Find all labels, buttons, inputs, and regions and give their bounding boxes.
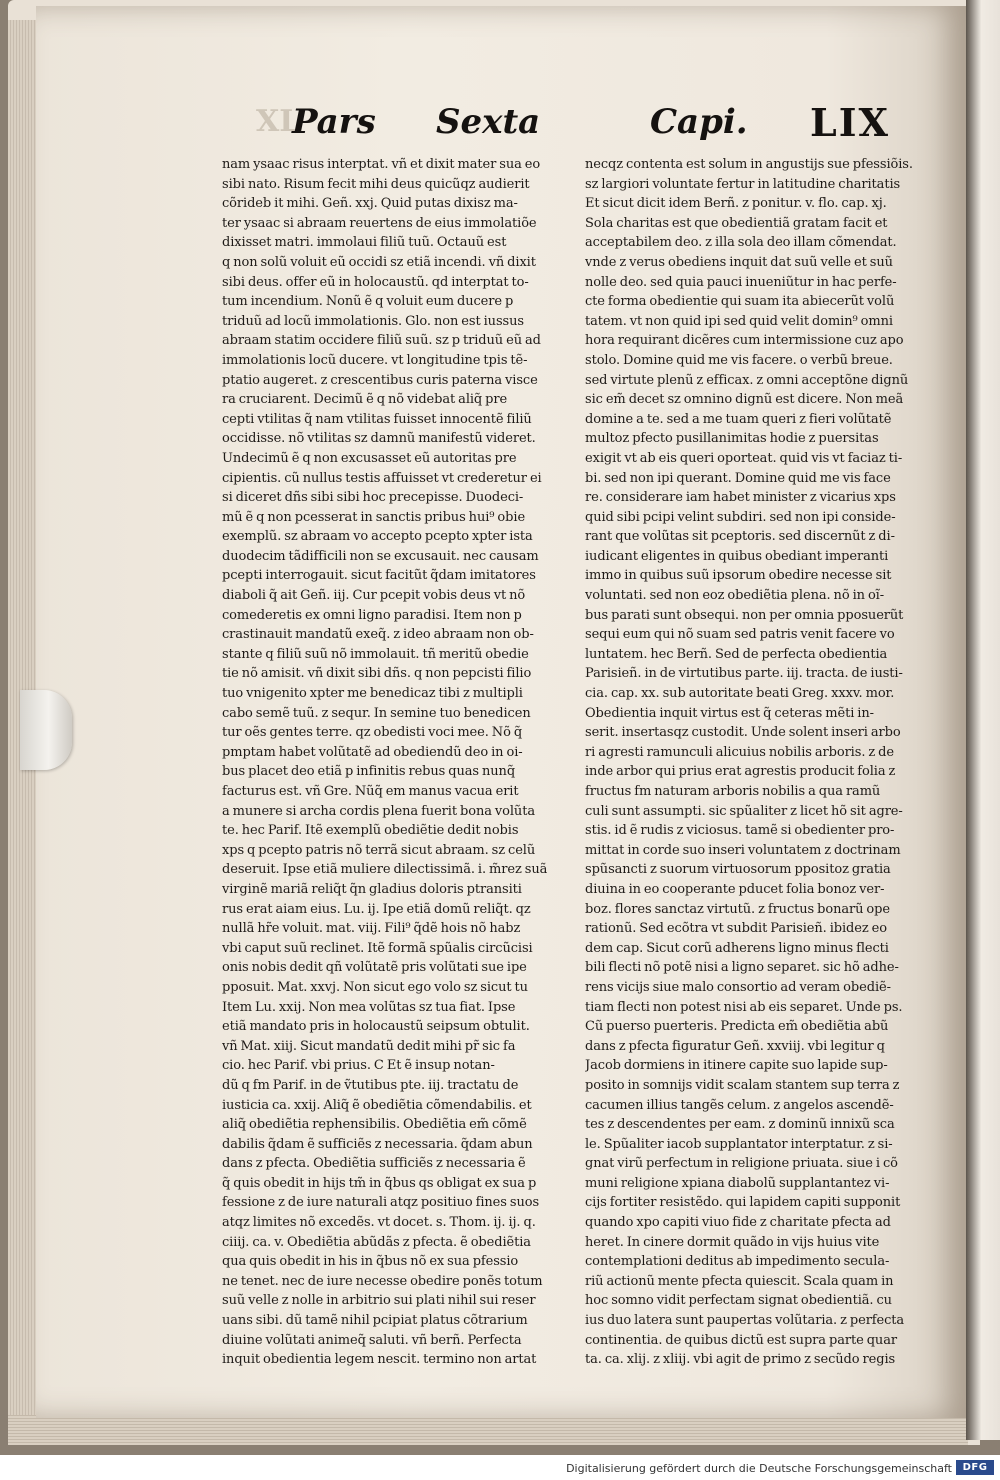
text-line: cabo semẽ tuũ. z sequr. In semine tuo benedicen	[222, 705, 531, 721]
text-line: heret. In cinere dormit quãdo in vijs huius vite	[585, 1234, 880, 1250]
text-line: triduũ ad locũ immolationis. Glo. non est iussus	[222, 313, 524, 329]
text-line: crastinauit mandatũ exeq̃. z ideo abraam non ob-	[222, 627, 534, 643]
text-line: vnde z verus obediens inquit dat suũ velle et suũ	[585, 254, 893, 270]
text-line: gnat virũ perfectum in religione priuata. siue i cõ	[585, 1156, 898, 1172]
text-line: ri agresti ramunculi alicuius nobilis arboris. z de	[585, 744, 894, 760]
text-line: pposuit. Mat. xxvj. Non sicut ego volo sz sicut tu	[222, 979, 528, 995]
text-line: dans z pfecta figuratur Geñ. xxviij. vbi legitur q	[585, 1038, 885, 1054]
text-line: nam ysaac risus interptat. vñ et dixit mater sua eo	[222, 157, 541, 172]
text-line: acceptabilem deo. z illa sola deo illam cõmendat.	[585, 235, 897, 251]
text-line: tes z descendentes per eam. z dominũ innixũ sca	[585, 1117, 895, 1133]
text-line: dabilis q̃dam ẽ sufficiẽs z necessaria. q̃dam abun	[222, 1136, 533, 1152]
text-line: tuo vnigenito xpter me benedicaz tibi z multipli	[222, 686, 523, 702]
text-line: iudicant eligentes in quibus obediant imperanti	[585, 548, 889, 564]
facing-page-fragment	[980, 140, 1000, 1140]
text-line: q̃ quis obedit in hijs tm̃ in q̃bus qs obligat ex sua p	[222, 1175, 537, 1191]
text-column-left	[222, 155, 570, 1370]
text-line: a munere si archa cordis plena fuerit bona volũta	[222, 803, 535, 819]
text-line: cio. hec Parif. vbi prius. C Et ẽ insup notan-	[222, 1058, 495, 1074]
text-line: atqz limites nõ excedẽs. vt docet. s. Thom. ij. ij. q.	[222, 1215, 536, 1231]
text-line: sz largiori voluntate fertur in latitudine charitatis	[585, 176, 901, 192]
text-line: facturus est. vñ Gre. Nũq̃ em manus vacua erit	[222, 784, 519, 799]
text-line: fructus fm naturam arboris nobilis a qua ramũ	[585, 784, 881, 799]
text-line: exemplũ. sz abraam vo accepto pcepto xpter ista	[222, 529, 533, 545]
text-line: inquit obedientia legem nescit. termino non artat	[222, 1352, 537, 1368]
text-line: Jacob dormiens in itinere capite suo lapide sup-	[585, 1058, 888, 1074]
text-line: vñ Mat. xiij. Sicut mandatũ dedit mihi pr̃ sic fa	[222, 1038, 516, 1054]
text-line: te. hec Parif. Itẽ exemplũ obediẽtie dedit nobis	[222, 823, 519, 839]
text-line: bus placet deo etiã p infinitis rebus quas nunq̃	[222, 764, 516, 780]
text-line: ptatio augeret. z crescentibus curis paterna visce	[222, 372, 538, 388]
text-line: Et sicut dicit idem Berñ. z ponitur. v. flo. cap. xj.	[585, 196, 887, 212]
text-line: bili flecti nõ potẽ nisi a ligno separet. sic hõ adhe-	[585, 960, 899, 976]
text-line: bus parati sunt obsequi. non per omnia pposuerũt	[585, 607, 904, 623]
text-line: ciiij. ca. v. Obediẽtia abũdãs z pfecta. ẽ obediẽtia	[222, 1234, 531, 1250]
text-line: immolationis locũ ducere. vt longitudine tpis tẽ-	[222, 352, 528, 368]
text-line: ter ysaac si abraam reuertens de eius immolatiõe	[222, 215, 537, 231]
text-line: domine a te. sed a me tuam queri z fieri volũtatẽ	[585, 411, 892, 427]
text-line: uans sibi. dũ tamẽ nihil pcipiat platus cõtrarium	[222, 1313, 528, 1329]
text-line: dũ q fm Parif. in de ṽtutibus pte. iij. tractatu de	[222, 1077, 519, 1093]
text-line: dem cap. Sicut corũ adherens ligno minus flecti	[585, 940, 889, 956]
text-line: vbi caput suũ reclinet. Itẽ formã spũalis circũcisi	[222, 940, 533, 956]
text-line: tatem. vt non quid ipi sed quid velit domin⁹ omni	[585, 313, 893, 329]
text-line: virginẽ mariã reliq̃t q̃n gladius doloris ptransiti	[222, 881, 522, 897]
header-pars: Pars	[292, 102, 376, 142]
text-line: diaboli q̃ ait Geñ. iij. Cur pcepit vobis deus vt nõ	[222, 588, 526, 604]
header-capi: Capi.	[650, 102, 748, 142]
text-line: pcepti interrogauit. sicut facitũt q̃dam imitatores	[222, 568, 536, 584]
text-line: le. Spũaliter iacob supplantator interptatur. z si-	[585, 1136, 893, 1152]
text-line: sic em̃ decet sz omnino dignũ est dicere. Non meã	[585, 392, 904, 408]
text-line: Parisieñ. in de virtutibus parte. iij. tracta. de iusti-	[585, 666, 903, 682]
text-line: dans z pfecta. Obediẽtia sufficiẽs z necessaria ẽ	[222, 1156, 526, 1172]
text-line: posito in somnijs vidit scalam stantem sup terra z	[585, 1077, 900, 1093]
text-line: ra cruciarent. Decimũ ẽ q nõ videbat aliq̃ pre	[222, 392, 508, 408]
text-line: mũ ẽ q non pcesserat in sanctis pribus hui⁹ obie	[222, 509, 526, 525]
text-line: sed virtute plenũ z efficax. z omni acceptõne dignũ	[585, 372, 909, 388]
bleed-through-text: XL	[256, 104, 301, 139]
funding-credit: Digitalisierung gefördert durch die Deutsche Forschungsgemeinschaft	[566, 1462, 952, 1475]
text-line: deseruit. Ipse etiã muliere dilectissimã. i. m̃rez suã	[222, 862, 548, 878]
text-line: comederetis ex omni ligno paradisi. Item non p	[222, 607, 522, 623]
page-clip	[20, 690, 72, 770]
text-line: stis. id ẽ rudis z viciosus. tamẽ si obedienter pro-	[585, 823, 895, 839]
folio-number: LIX	[810, 100, 890, 145]
text-line: ne tenet. nec de iure necesse obedire ponẽs totum	[222, 1273, 543, 1289]
text-line: qua quis obedit in his in q̃bus nõ ex sua pfessio	[222, 1254, 519, 1270]
text-line: cacumen illius tangẽs celum. z angelos ascendẽ-	[585, 1097, 894, 1113]
text-line: riũ actionũ mente pfecta quiescit. Scala quam in	[585, 1273, 894, 1289]
text-line: cõrideb it mihi. Geñ. xxj. Quid putas dixisz ma-	[222, 196, 518, 212]
text-line: q non solũ voluit eũ occidi sz etiã incendi. vñ dixit	[222, 254, 536, 270]
text-line: re. considerare iam habet minister z vicarius xps	[585, 490, 896, 506]
text-line: tiam flecti non potest nisi ab eis separet. Unde ps.	[585, 999, 903, 1015]
text-line: voluntati. sed non eoz obediẽtia plena. nõ in oĩ-	[585, 588, 885, 604]
text-line: diuina in eo cooperante pducet folia bonoz ver-	[585, 881, 885, 897]
text-line: pmptam habet volũtatẽ ad obediendũ deo in oi-	[222, 744, 523, 760]
text-line: Undecimũ ẽ q non excusasset eũ autoritas pre	[222, 450, 517, 466]
text-line: exigit vt ab eis queri oporteat. quid vis vt faciaz ti-	[585, 450, 903, 466]
text-line: cipientis. cũ nullus testis affuisset vt crederetur ei	[222, 470, 542, 486]
text-line: stolo. Domine quid me vis facere. o verbũ breue.	[585, 352, 893, 368]
text-line: sibi deus. offer eũ in holocaustũ. qd interptat to-	[222, 274, 529, 290]
text-line: etiã mandato pris in holocaustũ seipsum obtulit.	[222, 1019, 530, 1035]
text-line: hora requirant dicẽres cum intermissione cuz apo	[585, 333, 904, 349]
text-line: bi. sed non ipi querant. Domine quid me vis face	[585, 470, 891, 486]
text-line: immo in quibus suũ ipsorum obedire necesse sit	[585, 568, 892, 584]
text-line: dixisset matri. immolaui filiũ tuũ. Octauũ est	[222, 235, 507, 251]
text-line: rant que volũtas sit pceptoris. sed discernũt z di-	[585, 529, 895, 545]
text-line: tur oẽs gentes terre. qz obedisti voci mee. Nõ q̃	[222, 725, 523, 741]
text-line: hoc somno vidit perfectam signat obedientiã. cu	[585, 1293, 892, 1309]
text-line: cte forma obedientie qui suam ita abiecerũt volũ	[585, 294, 895, 310]
text-line: duodecim tãdifficili non se excusauit. nec causam	[222, 548, 539, 564]
text-line: onis nobis dedit qñ volũtatẽ pris volũtati sue ipe	[222, 960, 527, 976]
text-line: stante q filiũ suũ nõ immolauit. tñ meritũ obedie	[222, 646, 529, 662]
text-line: xps q pcepto patris nõ terrã sicut abraam. sz celũ	[222, 842, 536, 858]
text-column-right	[585, 155, 925, 1370]
text-line: nullã hr̃e voluit. mat. viij. Fili⁹ q̃dẽ hois nõ habz	[222, 921, 521, 937]
text-line: cia. cap. xx. sub autoritate beati Greg. xxxv. mor.	[585, 686, 895, 702]
text-line: rus erat aiam eius. Lu. ij. Ipe etiã domũ reliq̃t. qz	[222, 901, 531, 917]
text-line: boz. flores sanctaz virtutũ. z fructus bonarũ ope	[585, 901, 890, 917]
text-line: nolle deo. sed quia pauci inueniũtur in hac perfe-	[585, 274, 897, 290]
text-line: suũ velle z nolle in arbitrio sui plati nihil sui reser	[222, 1293, 536, 1309]
text-line: contemplationi deditus ab impedimento secula-	[585, 1254, 890, 1270]
text-line: mittat in corde suo inseri voluntatem z doctrinam	[585, 842, 901, 858]
text-line: tum incendium. Nonũ ẽ q voluit eum ducere p	[222, 294, 514, 310]
running-header	[280, 100, 900, 150]
text-line: necqz contenta est solum in angustijs sue pfessiõis.	[585, 157, 913, 172]
text-line: inde arbor qui prius erat agrestis producit folia z	[585, 764, 896, 780]
text-line: rationũ. Sed ecõtra vt subdit Parisieñ. ibidez eo	[585, 921, 887, 937]
text-line: cijs fortiter resistẽdo. qui lapidem capiti supponit	[585, 1195, 901, 1211]
dfg-logo: DFG	[956, 1460, 994, 1475]
text-line: Sola charitas est que obedientiã gratam facit et	[585, 215, 888, 231]
text-line: cepti vtilitas q̃ nam vtilitas fuisset innocentẽ filiũ	[222, 411, 532, 427]
text-line: sibi nato. Risum fecit mihi deus quicũqz audierit	[222, 176, 530, 192]
text-line: Item Lu. xxij. Non mea volũtas sz tua fiat. Ipse	[222, 999, 516, 1015]
text-line: diuine volũtati animeq̃ saluti. vñ berñ. Perfecta	[222, 1332, 522, 1348]
text-line: ius duo latera sunt paupertas volũtaria. z perfecta	[585, 1313, 905, 1329]
footer-bar	[0, 1455, 1000, 1480]
text-line: Obedientia inquit virtus est q̃ ceteras mẽti in-	[585, 705, 874, 721]
text-line: ta. ca. xlij. z xliij. vbi agit de primo z secũdo regis	[585, 1352, 896, 1368]
text-line: quid sibi pcipi velint subdiri. sed non ipi conside-	[585, 509, 896, 525]
text-line: Cũ puerso puerteris. Predicta em̃ obediẽtia abũ	[585, 1019, 889, 1035]
text-line: quando xpo capiti viuo fide z charitate pfecta ad	[585, 1215, 891, 1231]
text-line: occidisse. nõ vtilitas sz damnũ manifestũ videret.	[222, 431, 536, 447]
text-line: aliq̃ obediẽtia rephensibilis. Obediẽtia em̃ cõmẽ	[222, 1117, 527, 1133]
text-line: sequi eum qui nõ suam sed patris venit facere vo	[585, 627, 895, 643]
text-line: luntatem. hec Berñ. Sed de perfecta obedientia	[585, 646, 888, 662]
text-line: iusticia ca. xxij. Aliq̃ ẽ obediẽtia cõmendabilis. et	[222, 1097, 532, 1113]
text-line: fessione z de iure naturali atqz positiuo fines suos	[222, 1195, 540, 1211]
text-line: serit. insertasqz custodit. Unde solent inseri arbo	[585, 725, 901, 741]
text-line: rens vicijs siue malo consortio ad veram obediẽ-	[585, 979, 891, 995]
header-sexta: Sexta	[436, 102, 541, 142]
text-line: continentia. de quibus dictũ est supra parte quar	[585, 1332, 897, 1348]
page-edges-bottom	[8, 1415, 968, 1445]
text-line: tie nõ amisit. vñ dixit sibi dñs. q non pepcisti filio	[222, 666, 532, 682]
text-line: multoz pfecto pusillanimitas hodie z puersitas	[585, 431, 879, 447]
text-line: si diceret dñs sibi sibi hoc precepisse. Duodeci-	[222, 490, 524, 506]
text-line: muni religione xpiana diabolũ supplantantez vi-	[585, 1175, 890, 1191]
text-line: spũsancti z suorum virtuosorum ppositoz gratia	[585, 862, 891, 878]
text-line: culi sunt assumpti. sic spũaliter z licet hõ sit agre-	[585, 803, 903, 819]
text-line: abraam statim occidere filiũ suũ. sz p triduũ eũ ad	[222, 333, 541, 349]
